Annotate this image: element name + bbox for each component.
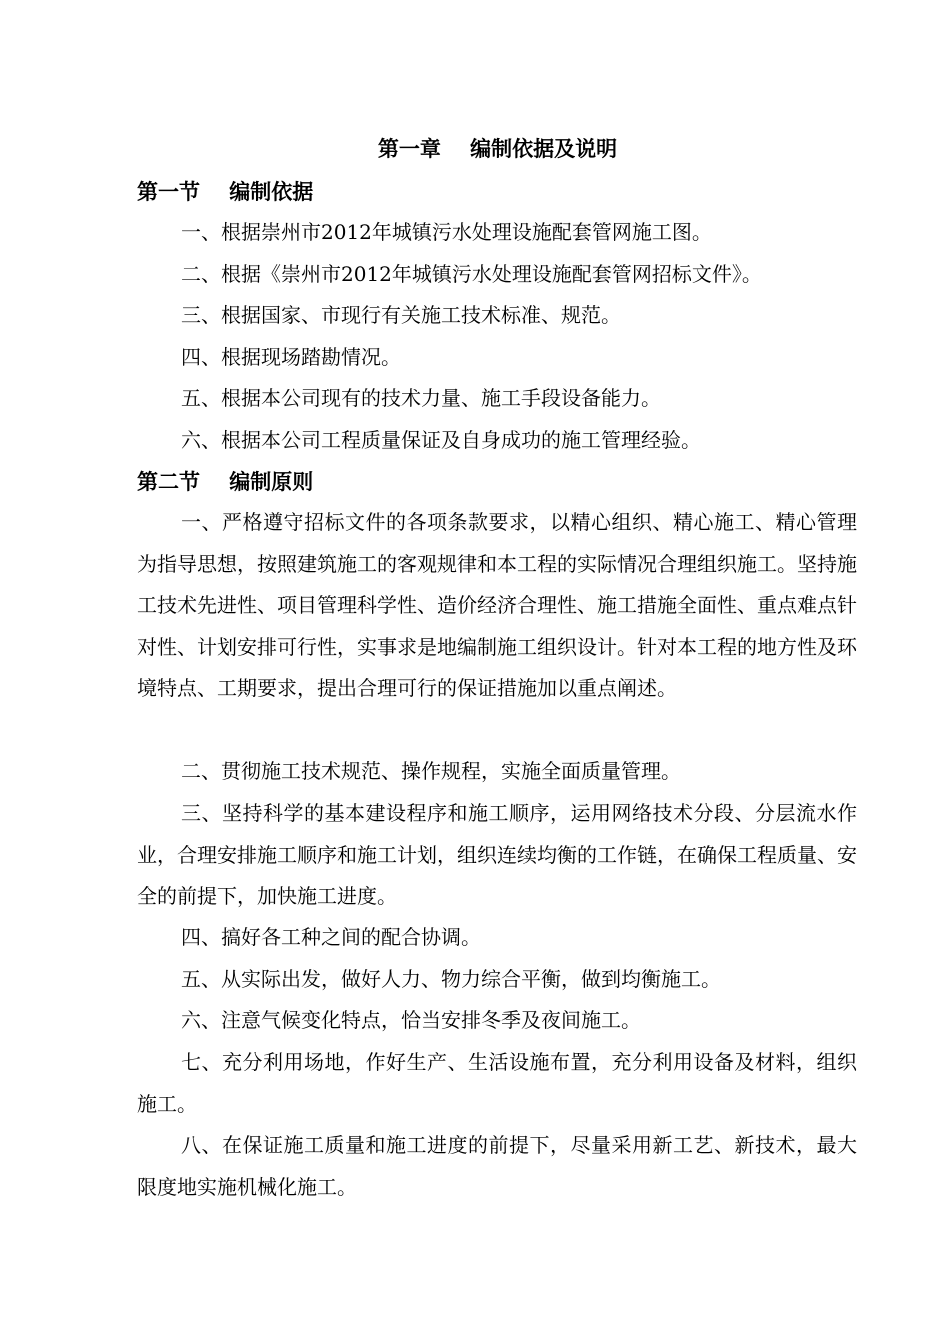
chapter-title: 第一章 编制依据及说明 <box>377 136 618 161</box>
basis-item-5: 五、根据本公司现有的技术力量、施工手段设备能力。 <box>181 386 661 410</box>
principle-item-2: 二、贯彻施工技术规范、操作规程，实施全面质量管理。 <box>181 759 681 783</box>
basis-item-1: 一、根据崇州市2012年城镇污水处理设施配套管网施工图。 <box>181 220 712 244</box>
principle-item-3: 三、坚持科学的基本建设程序和施工顺序，运用网络技术分段、分层流水作业，合理安排施工顺序和施工计划，组织连续均衡的工作链，在确保工程质量、安全的前提下，加快施工进度。 <box>137 801 857 908</box>
principle-item-6: 六、注意气候变化特点，恰当安排冬季及夜间施工。 <box>181 1008 641 1032</box>
principle-item-4: 四、搞好各工种之间的配合协调。 <box>181 925 481 949</box>
basis-item-6: 六、根据本公司工程质量保证及自身成功的施工管理经验。 <box>181 428 701 452</box>
section-heading-basis: 第一节 编制依据 <box>137 179 314 204</box>
basis-item-3: 三、根据国家、市现行有关施工技术标准、规范。 <box>181 303 621 327</box>
section-heading-principles: 第二节 编制原则 <box>137 469 314 494</box>
basis-item-2: 二、根据《崇州市2012年城镇污水处理设施配套管网招标文件》。 <box>181 262 762 286</box>
principle-item-8: 八、在保证施工质量和施工进度的前提下，尽量采用新工艺、新技术，最大限度地实施机械化施工。 <box>137 1133 857 1199</box>
principle-item-7: 七、充分利用场地，作好生产、生活设施布置，充分利用设备及材料，组织施工。 <box>137 1050 857 1116</box>
principle-item-5: 五、从实际出发，做好人力、物力综合平衡，做到均衡施工。 <box>181 967 721 991</box>
principle-item-1: 一、严格遵守招标文件的各项条款要求，以精心组织、精心施工、精心管理为指导思想，按照建筑施工的客观规律和本工程的实际情况合理组织施工。坚持施工技术先进性、项目管理科学性、造价经济合理性、施工措施全面性、重点难点针对性、计划安排可行性，实事求是地编制施工组织设计。针对本工程的地方性及环境特点、工期要求，提出合理可行的保证措施加以重点阐述。 <box>137 510 857 700</box>
basis-item-4: 四、根据现场踏勘情况。 <box>181 345 401 369</box>
